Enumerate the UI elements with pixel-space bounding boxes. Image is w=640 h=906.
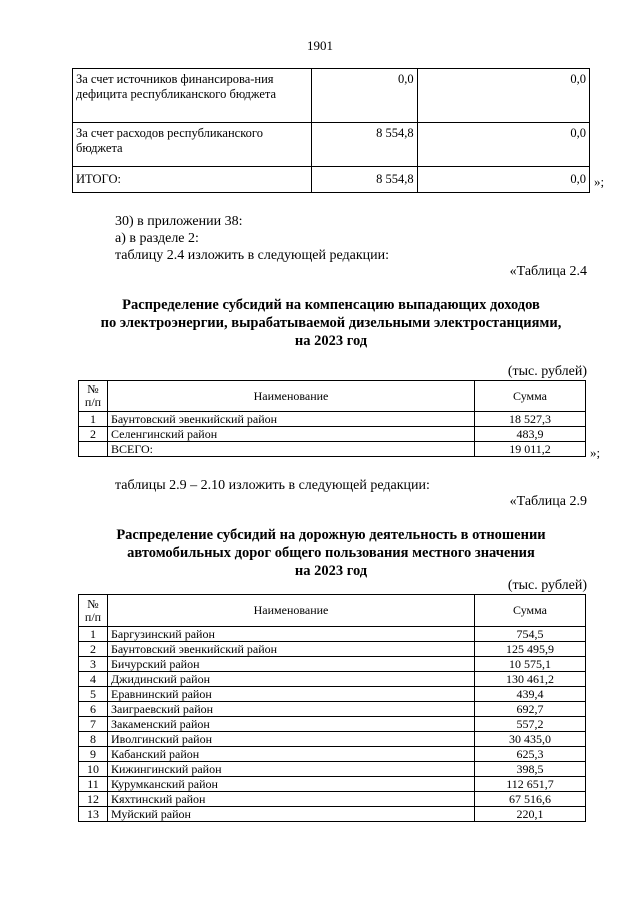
- table-row: [79, 442, 586, 457]
- cell-name: Баргузинский район: [108, 627, 475, 642]
- cell-num: 9: [79, 747, 108, 762]
- table-row: [79, 777, 586, 792]
- table-body: [79, 627, 586, 822]
- cell-num: 2: [79, 427, 108, 442]
- header-name: Наименование: [108, 381, 475, 412]
- table-row: [79, 627, 586, 642]
- page-number: 1901: [307, 38, 333, 53]
- closing-quote: »;: [590, 445, 601, 460]
- cell-num: 2: [79, 642, 108, 657]
- header-num: № п/п: [79, 595, 108, 627]
- header-name: Наименование: [108, 595, 475, 627]
- cell-sum: 125 495,9: [475, 642, 586, 657]
- table-2-4: [78, 380, 586, 457]
- cell-num: 3: [79, 657, 108, 672]
- table-row: [79, 807, 586, 822]
- cell-num: 6: [79, 702, 108, 717]
- cell-name: Селенгинский район: [108, 427, 475, 442]
- cell-sum: 19 011,2: [475, 442, 586, 457]
- row-value-2: 0,0: [417, 123, 589, 167]
- cell-name: Бичурский район: [108, 657, 475, 672]
- cell-sum: 10 575,1: [475, 657, 586, 672]
- cell-name: Кижингинский район: [108, 762, 475, 777]
- table-row: [73, 69, 590, 123]
- paragraph-line: таблицу 2.4 изложить в следующей редакции:: [115, 248, 390, 263]
- table-row: [73, 167, 590, 193]
- cell-num: [79, 442, 108, 457]
- table-row: [79, 762, 586, 777]
- row-value-1: 8 554,8: [312, 167, 418, 193]
- title-line: автомобильных дорог общего пользования местного значения: [127, 545, 535, 561]
- table-row: [79, 702, 586, 717]
- header-num: № п/п: [79, 381, 108, 412]
- title-line: по электроэнергии, вырабатываемой дизельными электростанциями,: [100, 315, 562, 331]
- table-row: [73, 123, 590, 167]
- table-row: [79, 792, 586, 807]
- cell-name: Курумканский район: [108, 777, 475, 792]
- row-label: За счет источников финансирова-ния дефицита республиканского бюджета: [73, 69, 312, 123]
- cell-name: Заиграевский район: [108, 702, 475, 717]
- cell-name: Еравнинский район: [108, 687, 475, 702]
- table-title: [72, 526, 590, 580]
- table-row: [79, 657, 586, 672]
- row-label: ИТОГО:: [73, 167, 312, 193]
- row-value-2: 0,0: [417, 167, 589, 193]
- row-value-1: 8 554,8: [312, 123, 418, 167]
- cell-sum: 439,4: [475, 687, 586, 702]
- title-line: на 2023 год: [294, 563, 368, 579]
- cell-num: 4: [79, 672, 108, 687]
- cell-sum: 692,7: [475, 702, 586, 717]
- table-row: [79, 427, 586, 442]
- table-row: [79, 717, 586, 732]
- table-row: [79, 732, 586, 747]
- cell-name: Баунтовский эвенкийский район: [108, 412, 475, 427]
- cell-name: Кяхтинский район: [108, 792, 475, 807]
- cell-num: 13: [79, 807, 108, 822]
- header-sum: Сумма: [475, 381, 586, 412]
- cell-num: 5: [79, 687, 108, 702]
- table-row: [79, 747, 586, 762]
- unit-label: (тыс. рублей): [507, 578, 587, 593]
- cell-num: 10: [79, 762, 108, 777]
- cell-name: Джидинский район: [108, 672, 475, 687]
- title-line: на 2023 год: [294, 333, 368, 349]
- cell-sum: 130 461,2: [475, 672, 586, 687]
- cell-num: 1: [79, 412, 108, 427]
- unit-label: (тыс. рублей): [507, 364, 587, 379]
- table-row: [79, 642, 586, 657]
- cell-name: Закаменский район: [108, 717, 475, 732]
- paragraph-line: 30) в приложении 38:: [115, 214, 243, 229]
- cell-num: 12: [79, 792, 108, 807]
- cell-name: Баунтовский эвенкийский район: [108, 642, 475, 657]
- cell-sum: 30 435,0: [475, 732, 586, 747]
- title-line: Распределение субсидий на дорожную деятельность в отношении: [116, 527, 546, 543]
- table-title: [72, 296, 590, 350]
- paragraph-line: таблицы 2.9 – 2.10 изложить в следующей редакции:: [115, 478, 430, 493]
- table-top: [72, 68, 590, 193]
- cell-name: ВСЕГО:: [108, 442, 475, 457]
- closing-quote: »;: [594, 174, 605, 189]
- table-label: «Таблица 2.4: [509, 264, 587, 279]
- paragraph-line: а) в разделе 2:: [115, 231, 199, 246]
- table-row: [79, 412, 586, 427]
- table-row: [79, 672, 586, 687]
- table-header: [79, 381, 586, 412]
- cell-num: 7: [79, 717, 108, 732]
- cell-name: Кабанский район: [108, 747, 475, 762]
- cell-sum: 398,5: [475, 762, 586, 777]
- row-label: За счет расходов республиканского бюджета: [73, 123, 312, 167]
- table-2-9: [78, 594, 586, 822]
- header-sum: Сумма: [475, 595, 586, 627]
- table-row: [79, 687, 586, 702]
- cell-sum: 220,1: [475, 807, 586, 822]
- cell-sum: 625,3: [475, 747, 586, 762]
- table-header: [79, 595, 586, 627]
- row-value-1: 0,0: [312, 69, 418, 123]
- cell-num: 11: [79, 777, 108, 792]
- table-label: «Таблица 2.9: [509, 494, 587, 509]
- cell-sum: 557,2: [475, 717, 586, 732]
- cell-num: 1: [79, 627, 108, 642]
- cell-num: 8: [79, 732, 108, 747]
- cell-sum: 67 516,6: [475, 792, 586, 807]
- row-value-2: 0,0: [417, 69, 589, 123]
- cell-name: Иволгинский район: [108, 732, 475, 747]
- cell-name: Муйский район: [108, 807, 475, 822]
- cell-sum: 112 651,7: [475, 777, 586, 792]
- title-line: Распределение субсидий на компенсацию выпадающих доходов: [122, 297, 540, 313]
- cell-sum: 483,9: [475, 427, 586, 442]
- cell-sum: 18 527,3: [475, 412, 586, 427]
- cell-sum: 754,5: [475, 627, 586, 642]
